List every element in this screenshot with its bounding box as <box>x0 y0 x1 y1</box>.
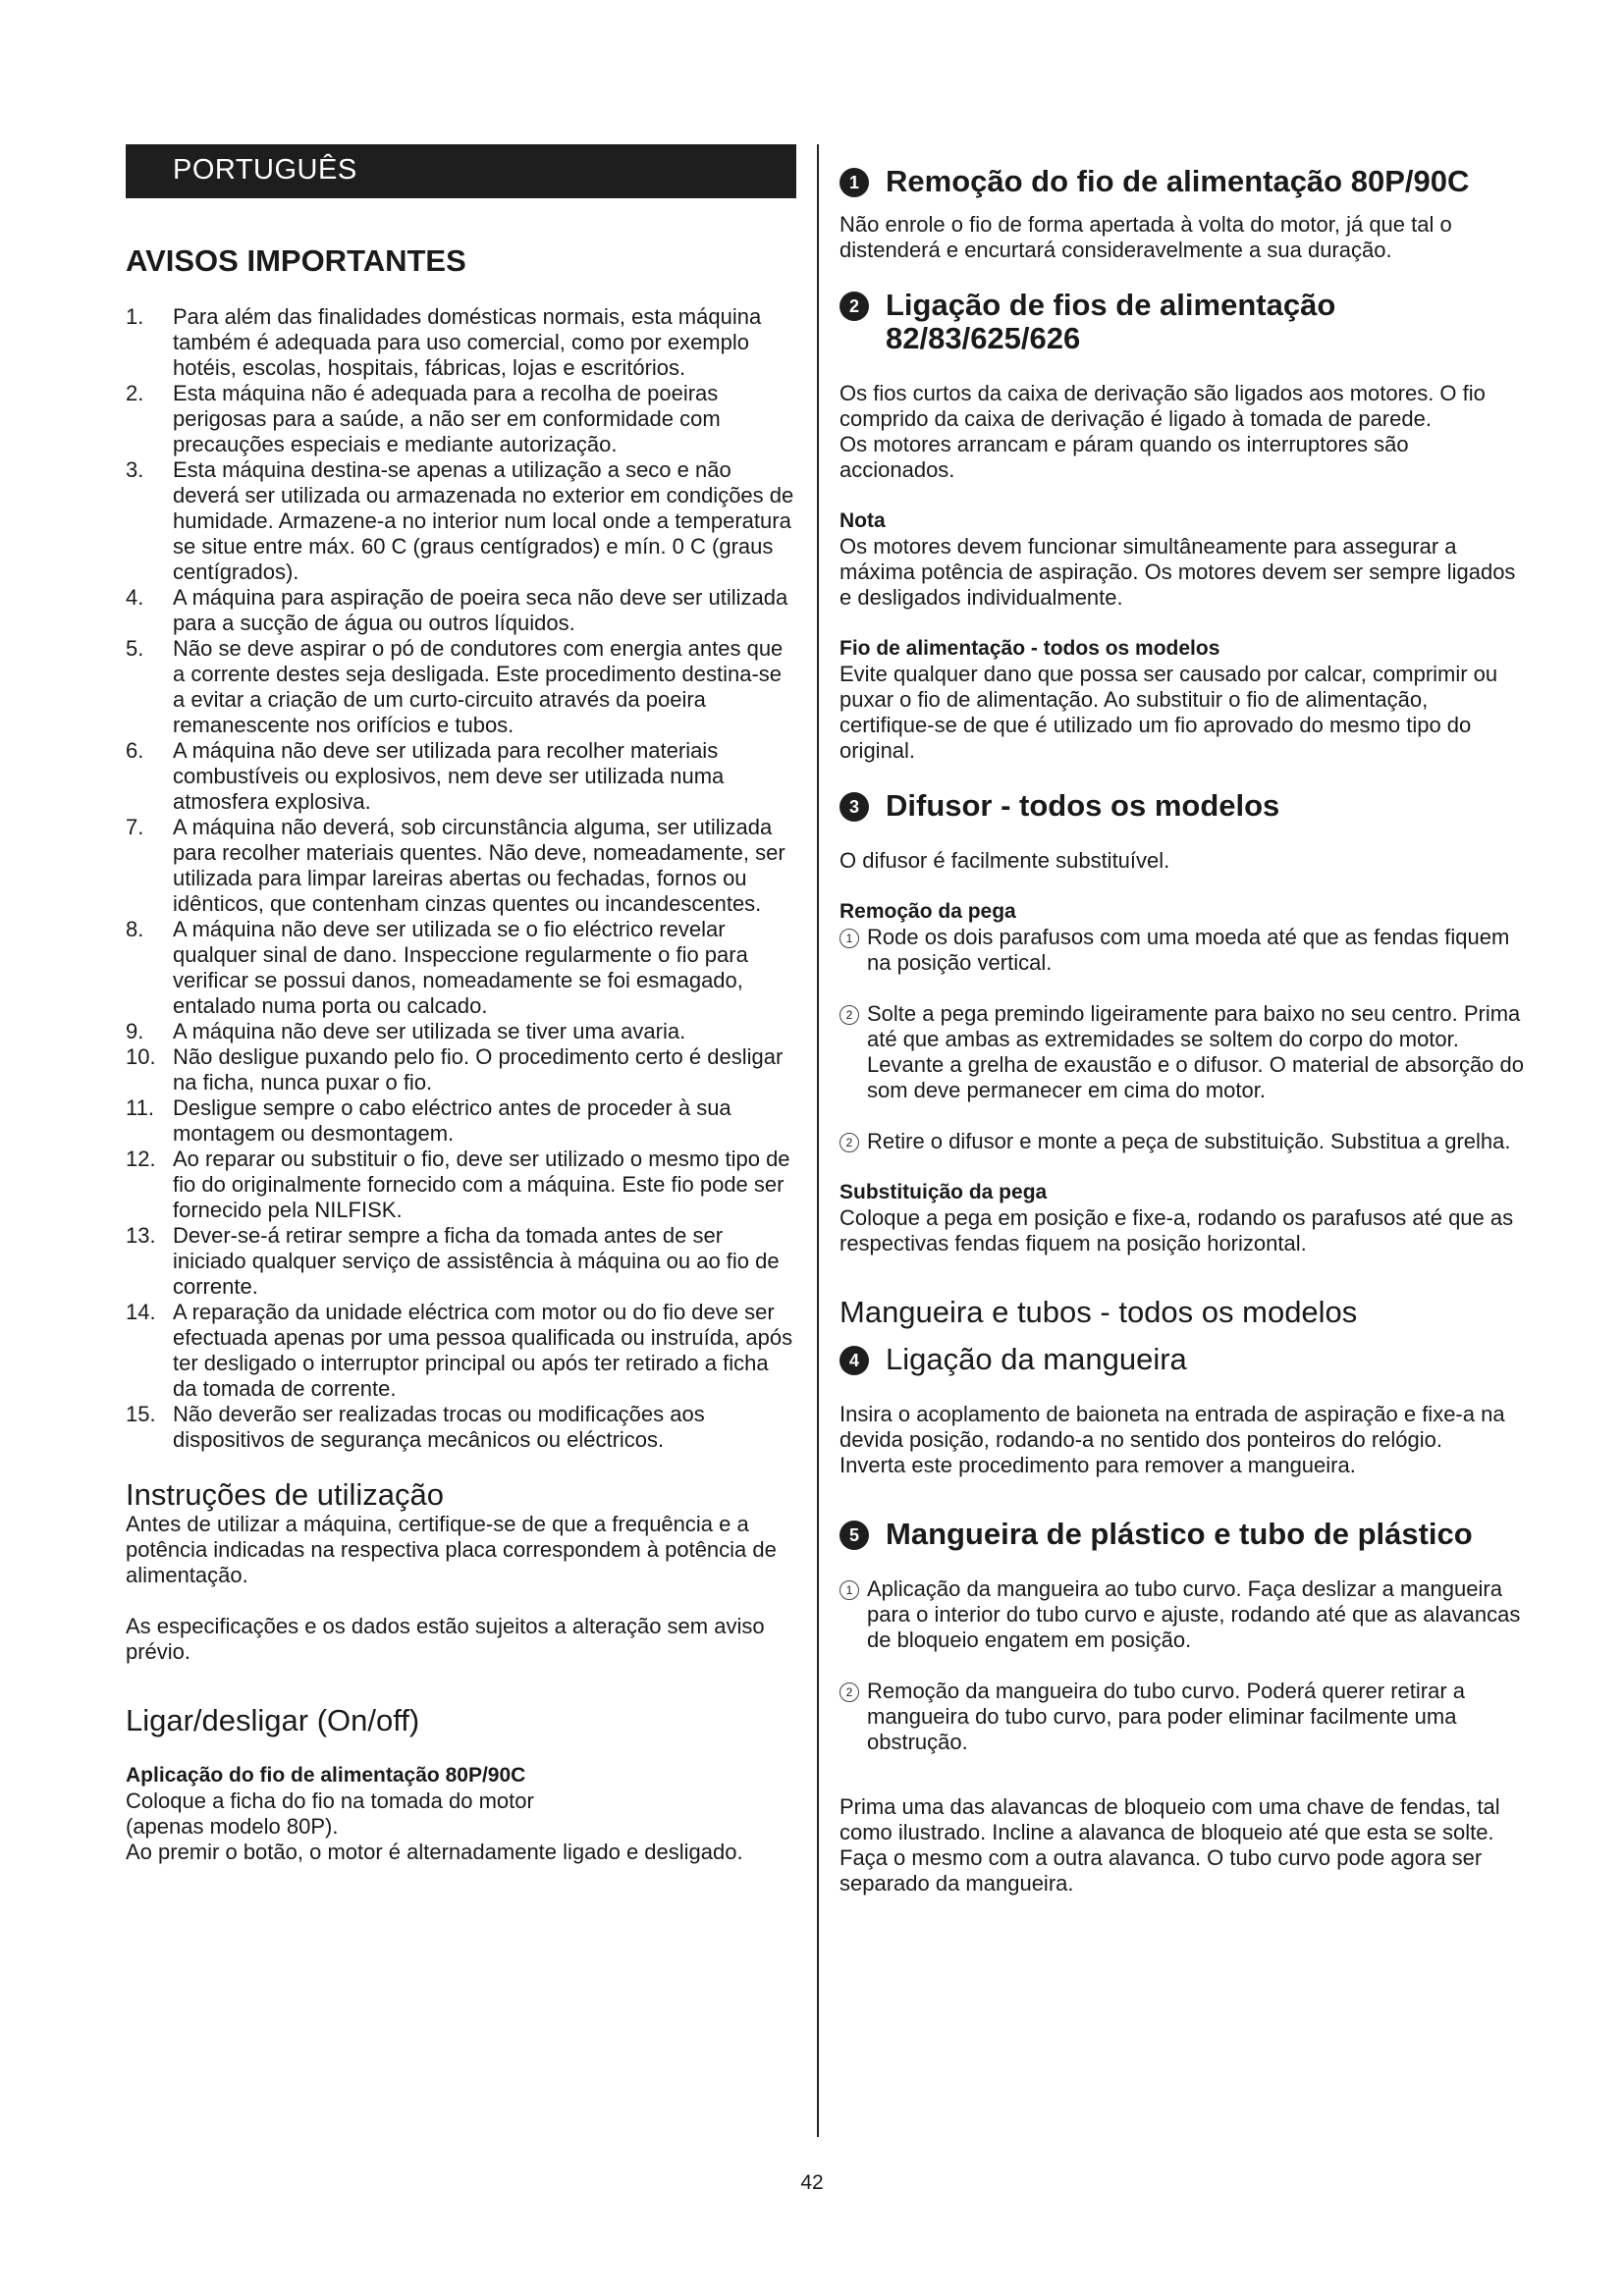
warning-item: 13. Dever-se-á retirar sempre a ficha da tomada antes de ser iniciado qualquer serviço de assistência à máquina ou ao fio de corrente. <box>126 1223 780 1299</box>
usage-title: Instruções de utilização <box>126 1477 444 1512</box>
removal-step: 2 Retire o difusor e monte a peça de substituição. Substitua a grelha. <box>839 1129 1527 1154</box>
removal-heading: Remoção da pega <box>839 900 1016 923</box>
section-4-title: 4 Ligação da mangueira <box>839 1343 1527 1376</box>
hose-step: 1 Aplicação da mangueira ao tubo curvo. Faça deslizar a mangueira para o interior do tubo curvo e ajuste, rodando até que as alavancas de bloqueio engatem em posição. <box>839 1576 1527 1653</box>
section-5-text: Prima uma das alavancas de bloqueio com uma chave de fendas, tal como ilustrado. Incline a alavanca de bloqueio até que esta se solte. Faça o mesmo com a outra alavanca. O tubo curvo pode agora ser separado da mangueira. <box>839 1794 1500 1896</box>
warning-item: 8. A máquina não deve ser utilizada se o fio eléctrico revelar qualquer sinal de dano. Inspeccione regularmente o fio para verificar se possui danos, nomeadamente se foi esmagado, entalado numa porta ou calcado. <box>126 917 748 1018</box>
step-number-icon: 5 <box>839 1521 869 1550</box>
cord-heading: Fio de alimentação - todos os modelos <box>839 637 1220 660</box>
onoff-text: Ao premir o botão, o motor é alternadamente ligado e desligado. <box>126 1840 743 1864</box>
left-column <box>126 243 798 1865</box>
usage-paragraph: Antes de utilizar a máquina, certifique-se de que a frequência e a potência indicadas na respectiva placa correspondem à potência de alimentação. <box>126 1512 777 1587</box>
warning-item: 9. A máquina não deve ser utilizada se tiver uma avaria. <box>126 1019 686 1043</box>
hose-step: 2 Remoção da mangueira do tubo curvo. Poderá querer retirar a mangueira do tubo curvo, para poder eliminar facilmente uma obstrução. <box>839 1679 1527 1755</box>
warning-item: 10. Não desligue puxando pelo fio. O procedimento certo é desligar na ficha, nunca puxar o fio. <box>126 1044 784 1095</box>
cord-text: Evite qualquer dano que possa ser causado por calcar, comprimir ou puxar o fio de alimentação. Ao substituir o fio de alimentação, certifique-se de que é utilizado um fio aprovado do mesmo tipo do original. <box>839 662 1498 763</box>
step-number-icon: 4 <box>839 1346 869 1375</box>
warnings-title: AVISOS IMPORTANTES <box>126 243 466 278</box>
right-column <box>839 165 1527 1896</box>
hose-title: Mangueira e tubos - todos os modelos <box>839 1295 1358 1329</box>
section-5-title: 5 Mangueira de plástico e tubo de plástico <box>839 1518 1527 1551</box>
onoff-title: Ligar/desligar (On/off) <box>126 1703 420 1737</box>
section-4-text: Inverta este procedimento para remover a mangueira. <box>839 1453 1356 1477</box>
column-divider <box>817 144 819 2137</box>
warning-item: 3. Esta máquina destina-se apenas a utilização a seco e não deverá ser utilizada ou armazenada no exterior em condições de humidade. Armazene-a no interior num local onde a temperatura se situe entre máx. 60 C (graus centígrados) e mín. 0 C (graus centígrados). <box>126 457 794 584</box>
circled-number-icon: 2 <box>839 1682 859 1702</box>
onoff-text: (apenas modelo 80P). <box>126 1814 339 1839</box>
warning-item: 5. Não se deve aspirar o pó de condutores com energia antes que a corrente destes seja desligada. Este procedimento destina-se a evitar a criação de um curto-circuito através da poeira remanescente nos orifícios e tubos. <box>126 636 784 737</box>
circled-number-icon: 1 <box>839 929 859 948</box>
replace-text: Coloque a pega em posição e fixe-a, rodando os parafusos até que as respectivas fendas fiquem na posição horizontal. <box>839 1205 1514 1255</box>
removal-step: 2 Solte a pega premindo ligeiramente para baixo no seu centro. Prima até que ambas as extremidades se soltem do corpo do motor. Levante a grelha de exaustão e o difusor. O material de absorção do som deve permanecer em cima do motor. <box>839 1001 1527 1103</box>
step-number-icon: 1 <box>839 168 869 197</box>
onoff-subhead: Aplicação do fio de alimentação 80P/90C <box>126 1764 526 1787</box>
step-number-icon: 2 <box>839 292 869 321</box>
removal-step: 1 Rode os dois parafusos com uma moeda até que as fendas fiquem na posição vertical. <box>839 925 1527 976</box>
warning-item: 4. A máquina para aspiração de poeira seca não deve ser utilizada para a sucção de água ou outros líquidos. <box>126 585 788 635</box>
section-1-text: Não enrole o fio de forma apertada à volta do motor, já que tal o distenderá e encurtará consideravelmente a sua duração. <box>839 212 1452 262</box>
section-2-title: 2 Ligação de fios de alimentação 82/83/625/626 <box>839 289 1527 355</box>
section-1-title: 1 Remoção do fio de alimentação 80P/90C <box>839 165 1527 198</box>
section-2-text: Os fios curtos da caixa de derivação são ligados aos motores. O fio comprido da caixa de derivação é ligado à tomada de parede. <box>839 381 1486 431</box>
warnings-list <box>126 304 798 1453</box>
replace-heading: Substituição da pega <box>839 1181 1048 1203</box>
warning-item: 7. A máquina não deverá, sob circunstância alguma, ser utilizada para recolher materiais quentes. Não deve, nomeadamente, ser utilizada para limpar lareiras abertas ou fechadas, fornos ou idênticos, que contenham cinzas quentes ou incandescentes. <box>126 815 785 916</box>
language-label: PORTUGUÊS <box>173 154 357 186</box>
warning-item: 2. Esta máquina não é adequada para a recolha de poeiras perigosas para a saúde, a não ser em conformidade com precauções especiais e mediante autorização. <box>126 381 721 456</box>
onoff-text: Coloque a ficha do fio na tomada do motor <box>126 1789 534 1813</box>
note-text: Os motores devem funcionar simultâneamente para assegurar a máxima potência de aspiração. Os motores devem ser sempre ligados e desligados individualmente. <box>839 534 1516 610</box>
warning-item: 11. Desligue sempre o cabo eléctrico antes de proceder à sua montagem ou desmontagem. <box>126 1095 731 1146</box>
warning-item: 12. Ao reparar ou substituir o fio, deve ser utilizado o mesmo tipo de fio do originalmente fornecido com a máquina. Este fio pode ser fornecido pela NILFISK. <box>126 1147 790 1222</box>
section-3-title: 3 Difusor - todos os modelos <box>839 789 1527 823</box>
page-number: 42 <box>800 2171 824 2194</box>
warning-item: 15. Não deverão ser realizadas trocas ou modificações aos dispositivos de segurança mecânicos ou eléctricos. <box>126 1402 705 1452</box>
language-bar <box>126 144 796 198</box>
warning-item: 14. A reparação da unidade eléctrica com motor ou do fio deve ser efectuada apenas por uma pessoa qualificada ou instruída, após ter desligado o interruptor principal ou após ter retirado a ficha da tomada de corrente. <box>126 1300 793 1401</box>
section-2-text: Os motores arrancam e páram quando os interruptores são accionados. <box>839 432 1409 482</box>
section-4-text: Insira o acoplamento de baioneta na entrada de aspiração e fixe-a na devida posição, rodando-a no sentido dos ponteiros do relógio. <box>839 1402 1505 1452</box>
circled-number-icon: 2 <box>839 1005 859 1025</box>
warning-item: 6. A máquina não deve ser utilizada para recolher materiais combustíveis ou explosivos, nem deve ser utilizada numa atmosfera explosiva. <box>126 738 725 814</box>
step-number-icon: 3 <box>839 792 869 822</box>
circled-number-icon: 1 <box>839 1580 859 1600</box>
section-3-text: O difusor é facilmente substituível. <box>839 848 1170 873</box>
warning-item: 1. Para além das finalidades domésticas normais, esta máquina também é adequada para uso comercial, como por exemplo hotéis, escolas, hospitais, fábricas, lojas e escritórios. <box>126 304 762 380</box>
note-heading: Nota <box>839 509 886 532</box>
usage-note: As especificações e os dados estão sujeitos a alteração sem aviso prévio. <box>126 1614 765 1664</box>
circled-number-icon: 2 <box>839 1133 859 1152</box>
